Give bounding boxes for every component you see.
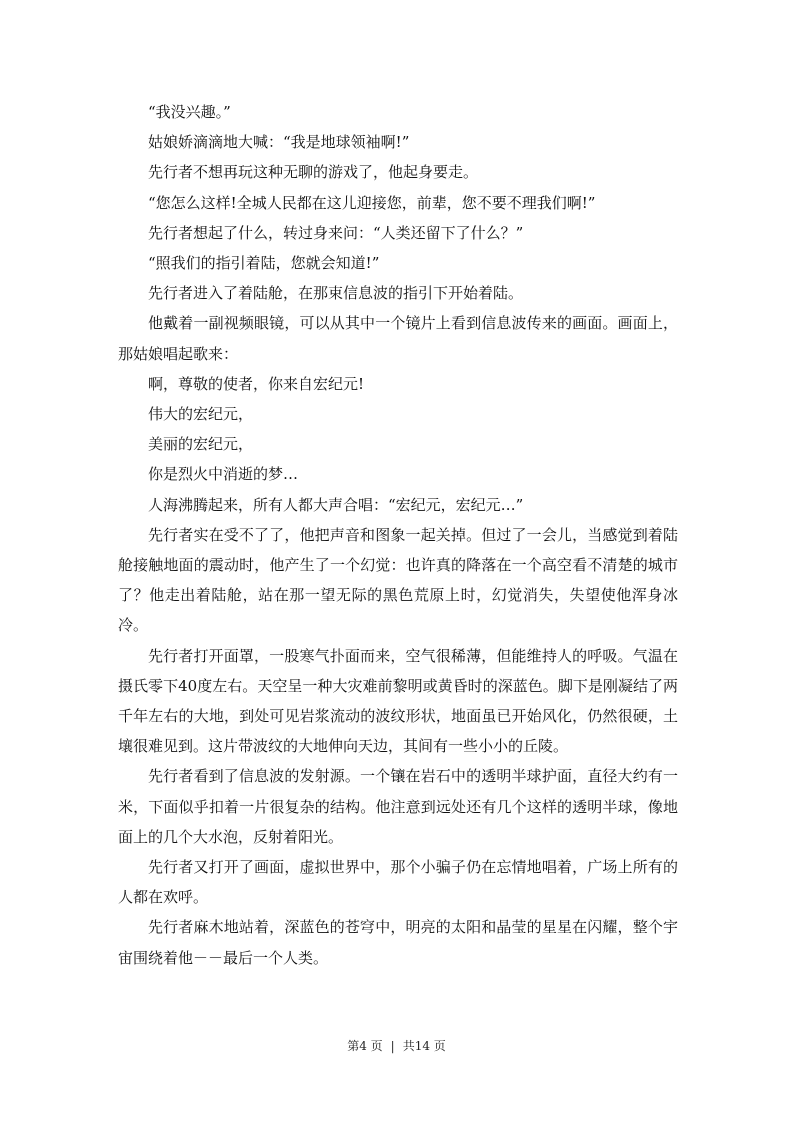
paragraph: “照我们的指引着陆，您就会知道!” bbox=[148, 254, 380, 273]
song-line: 伟大的宏纪元， bbox=[148, 405, 254, 424]
paragraph: 姑娘娇滴滴地大喊：“我是地球领袖啊!” bbox=[148, 133, 410, 152]
footer-separator: | bbox=[390, 1039, 395, 1053]
page-number: 第4 页 bbox=[347, 1039, 383, 1053]
song-line: 啊，尊敬的使者，你来自宏纪元! bbox=[148, 374, 365, 393]
paragraph: 先行者想起了什么，转过身来问：“人类还留下了什么？” bbox=[148, 223, 524, 242]
paragraph: “我没兴趣。” bbox=[148, 103, 231, 121]
paragraph: 先行者不想再玩这种无聊的游戏了，他起身要走。 bbox=[148, 163, 479, 182]
song-line: 你是烈火中消逝的梦… bbox=[148, 465, 299, 484]
paragraph: 先行者又打开了画面，虚拟世界中，那个小骗子仍在忘情地唱着，广场上所有的人都在欢呼。 bbox=[118, 858, 678, 907]
total-pages: 共14 页 bbox=[402, 1039, 446, 1053]
paragraph: 先行者打开面罩，一股寒气扑面而来，空气很稀薄，但能维持人的呼吸。气温在摄氏零下40度左右。天空呈一种大灾难前黎明或黄昏时的深蓝色。脚下是刚凝结了两千年左右的大地，到处可见岩浆流动的波纹形状，地面虽已开始风化，仍然很硬，土壤很难见到。这片带波纹的大地伸向天边，其间有一些小小的丘陵。 bbox=[118, 646, 678, 756]
paragraph: 先行者实在受不了了，他把声音和图象一起关掉。但过了一会儿，当感觉到着陆舱接触地面的震动时，他产生了一个幻觉：也许真的降落在一个高空看不清楚的城市了？他走出着陆舱，站在那一望无际的黑色荒原上时，幻觉消失，失望使他浑身冰冷。 bbox=[118, 525, 678, 635]
song-line: 美丽的宏纪元， bbox=[148, 435, 254, 454]
paragraph: 先行者麻木地站着，深蓝色的苍穹中，明亮的太阳和晶莹的星星在闪耀，整个宇宙围绕着他－－最后一个人类。 bbox=[118, 918, 678, 967]
paragraph: 先行者进入了着陆舱，在那束信息波的指引下开始着陆。 bbox=[148, 284, 524, 303]
paragraph: “您怎么这样!全城人民都在这儿迎接您，前辈，您不要不理我们啊!” bbox=[148, 193, 596, 212]
paragraph: 先行者看到了信息波的发射源。一个镶在岩石中的透明半球护面，直径大约有一米，下面似乎扣着一片很复杂的结构。他注意到远处还有几个这样的透明半球，像地面上的几个大水泡，反射着阳光。 bbox=[118, 767, 678, 846]
paragraph: 人海沸腾起来，所有人都大声合唱：“宏纪元，宏纪元…” bbox=[148, 495, 524, 514]
page-footer bbox=[0, 1038, 793, 1054]
document-body bbox=[118, 97, 678, 973]
paragraph: 他戴着一副视频眼镜，可以从其中一个镜片上看到信息波传来的画面。画面上，那姑娘唱起歌来： bbox=[118, 314, 678, 363]
